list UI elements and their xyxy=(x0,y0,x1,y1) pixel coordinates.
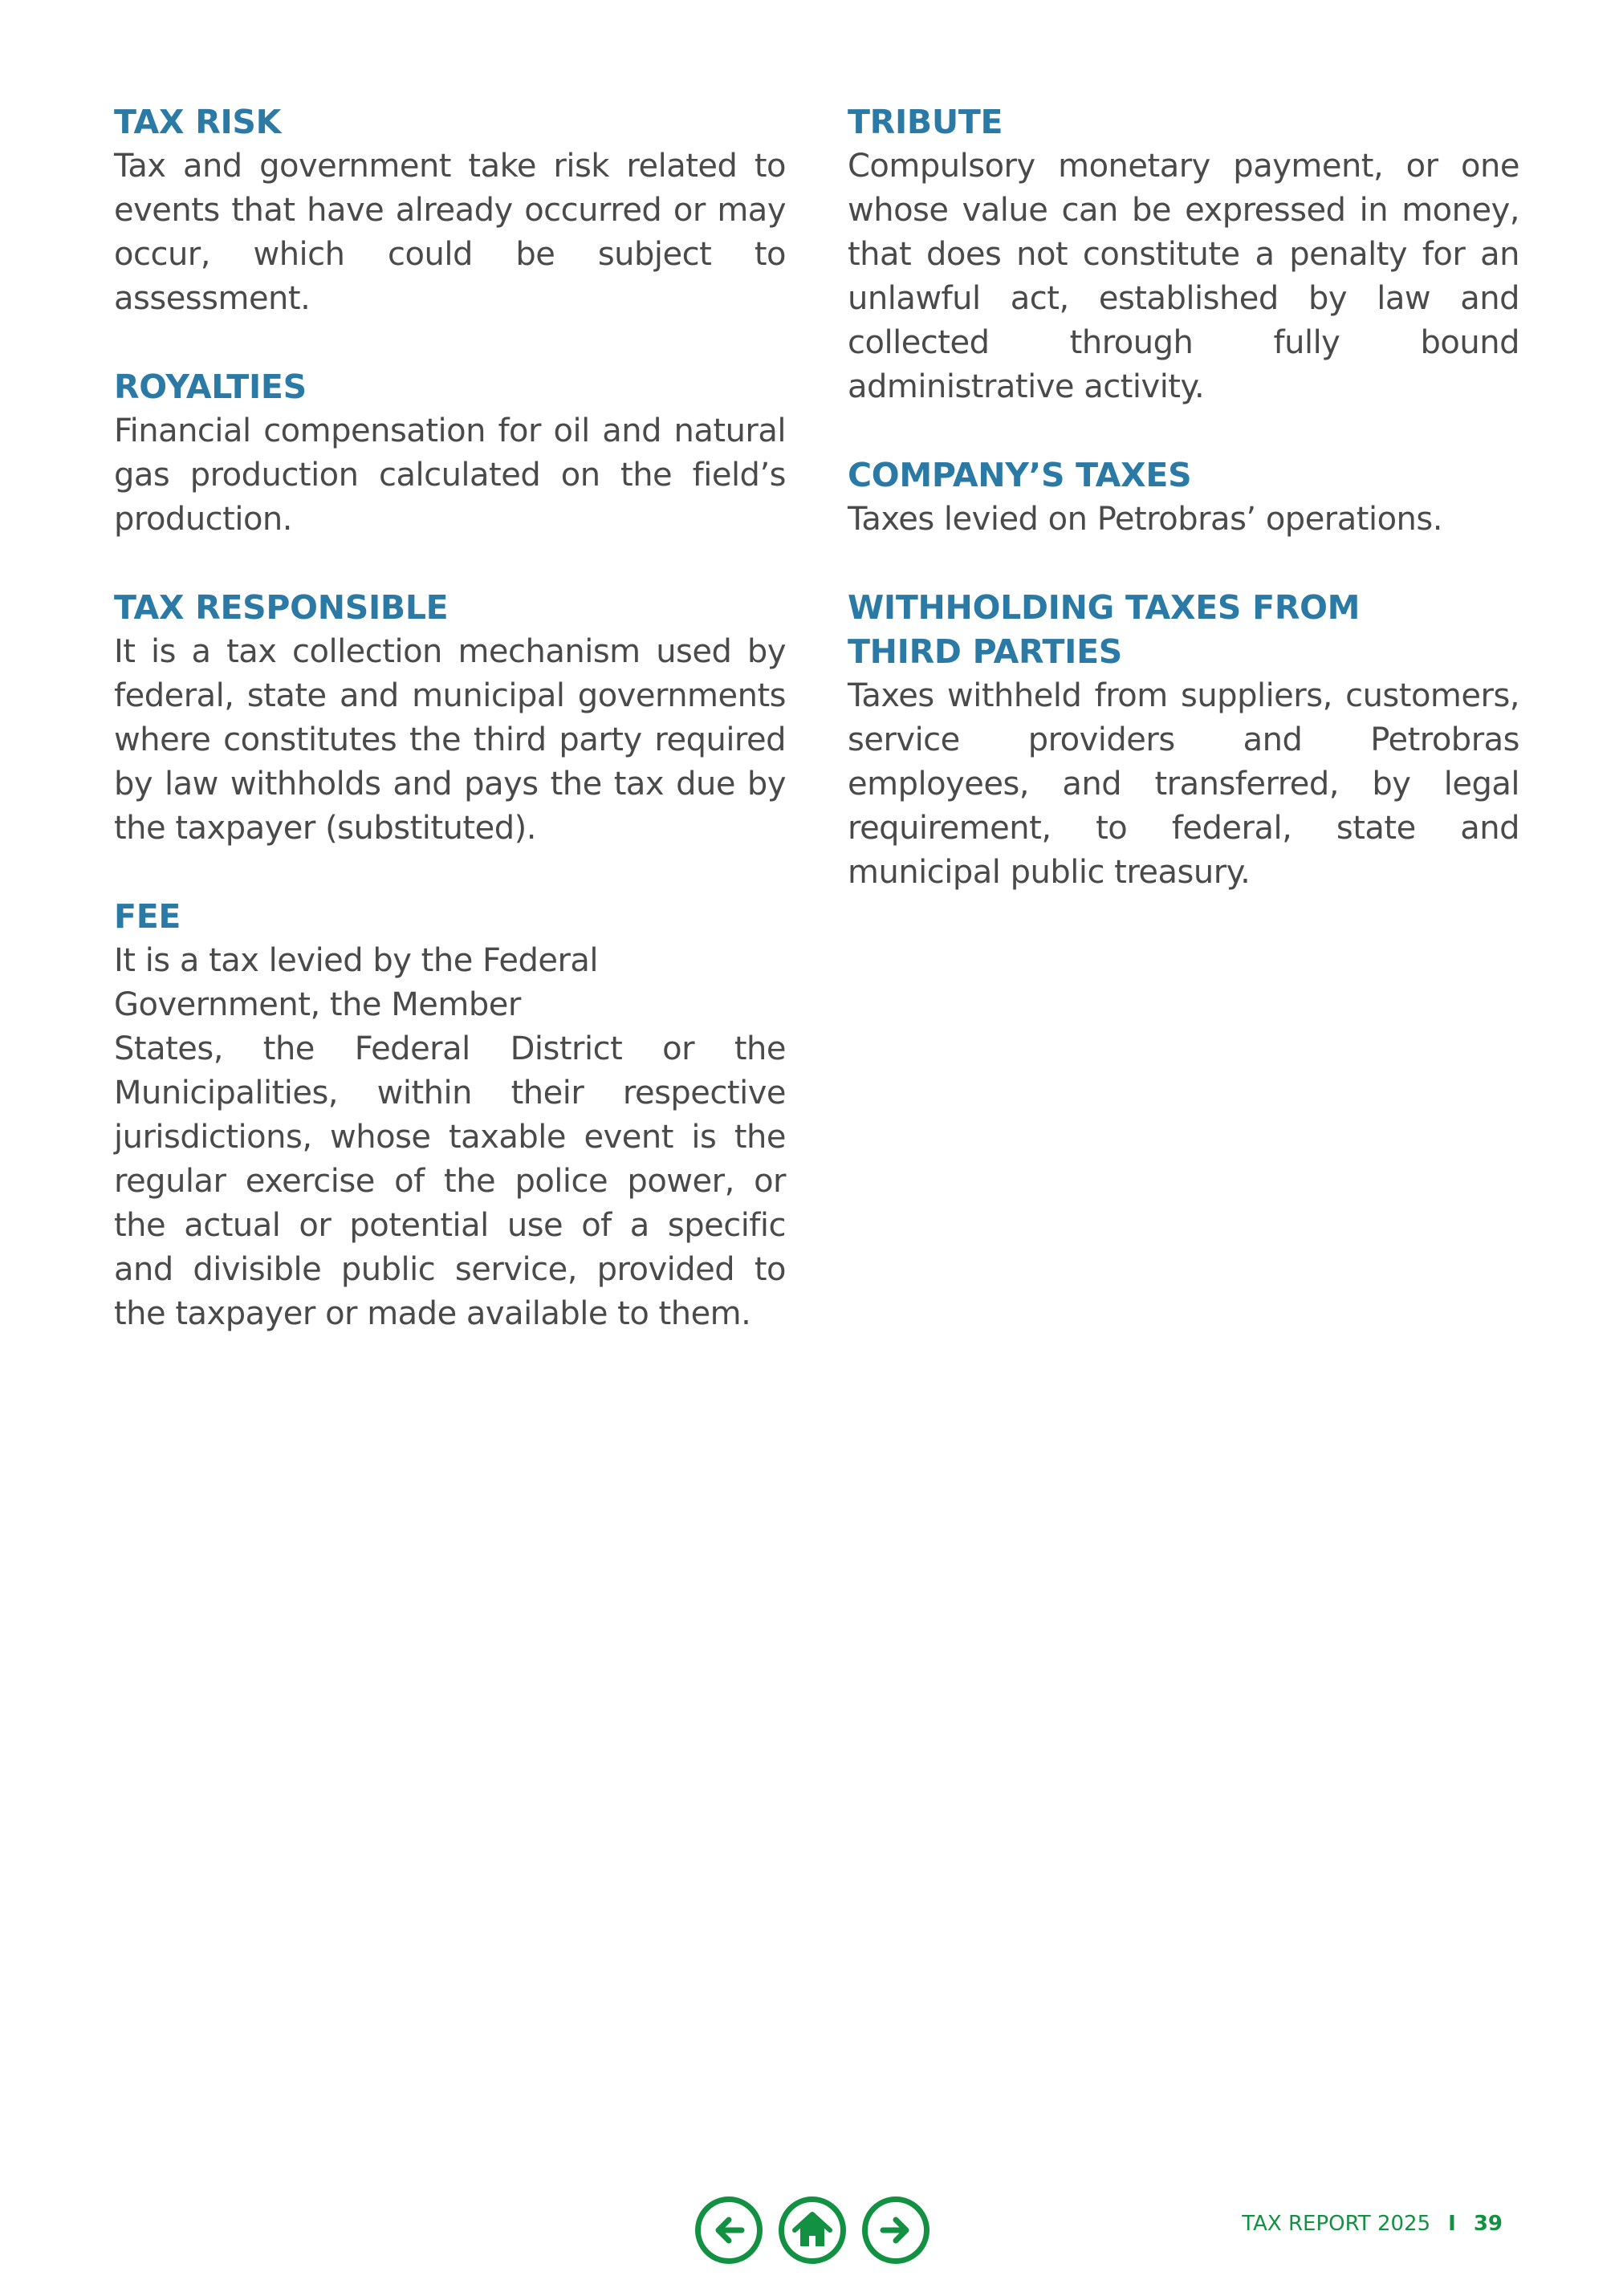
next-page-button[interactable] xyxy=(862,2196,929,2264)
home-button[interactable] xyxy=(779,2196,846,2264)
glossary-right-column xyxy=(848,100,1519,939)
arrow-right-icon xyxy=(877,2211,915,2249)
page-navigation xyxy=(695,2196,929,2264)
glossary-entry-fee xyxy=(114,895,786,1336)
arrow-left-icon xyxy=(710,2211,748,2249)
term-heading: WITHHOLDING TAXES FROM THIRD PARTIES xyxy=(848,588,1361,671)
term-definition-part2: States, the Federal District or the Municipalities, within their respective jurisdictions, whose taxable event is the regular exercise of the police power, or the actual or potential use of a specific and divisible public service, provided to the taxpayer or made available to them. xyxy=(114,1030,786,1332)
report-title: TAX REPORT 2025 xyxy=(1242,2212,1431,2236)
term-heading: FEE xyxy=(114,897,181,936)
term-heading: ROYALTIES xyxy=(114,368,307,406)
glossary-entry-companys-taxes xyxy=(848,453,1519,542)
glossary-entry-tax-risk xyxy=(114,100,786,321)
term-definition: Taxes levied on Petrobras’ operations. xyxy=(848,501,1442,538)
page-number: 39 xyxy=(1473,2212,1503,2236)
term-definition: Tax and government take risk related to events that have already occurred or may occur, which could be subject to assessment. xyxy=(114,148,786,317)
glossary-left-column xyxy=(114,100,786,1380)
glossary-entry-royalties xyxy=(114,365,786,542)
page-footer xyxy=(1242,2212,1503,2236)
footer-separator: I xyxy=(1448,2212,1456,2236)
term-definition: Taxes withheld from suppliers, customers, service providers and Petrobras employees, and transferred, by legal requirement, to federal, state and municipal public treasury. xyxy=(848,677,1519,891)
term-definition-part1: It is a tax levied by the Federal Government, the Member xyxy=(114,942,599,1023)
glossary-entry-tax-responsible xyxy=(114,586,786,851)
home-icon xyxy=(792,2211,832,2249)
previous-page-button[interactable] xyxy=(695,2196,763,2264)
term-definition: It is a tax collection mechanism used by federal, state and municipal governments where constitutes the third party required by law withholds and pays the tax due by the taxpayer (substituted). xyxy=(114,633,786,847)
term-heading: TAX RISK xyxy=(114,103,282,141)
glossary-entry-tribute xyxy=(848,100,1519,409)
term-heading: TAX RESPONSIBLE xyxy=(114,588,449,627)
term-heading: COMPANY’S TAXES xyxy=(848,456,1192,494)
term-definition: Financial compensation for oil and natural gas production calculated on the field’s production. xyxy=(114,412,786,538)
term-heading: TRIBUTE xyxy=(848,103,1003,141)
glossary-entry-withholding-taxes xyxy=(848,586,1519,895)
term-definition: Compulsory monetary payment, or one whose value can be expressed in money, that does not constitute a penalty for an unlawful act, established by law and collected through fully bound administrative activity. xyxy=(848,148,1519,405)
